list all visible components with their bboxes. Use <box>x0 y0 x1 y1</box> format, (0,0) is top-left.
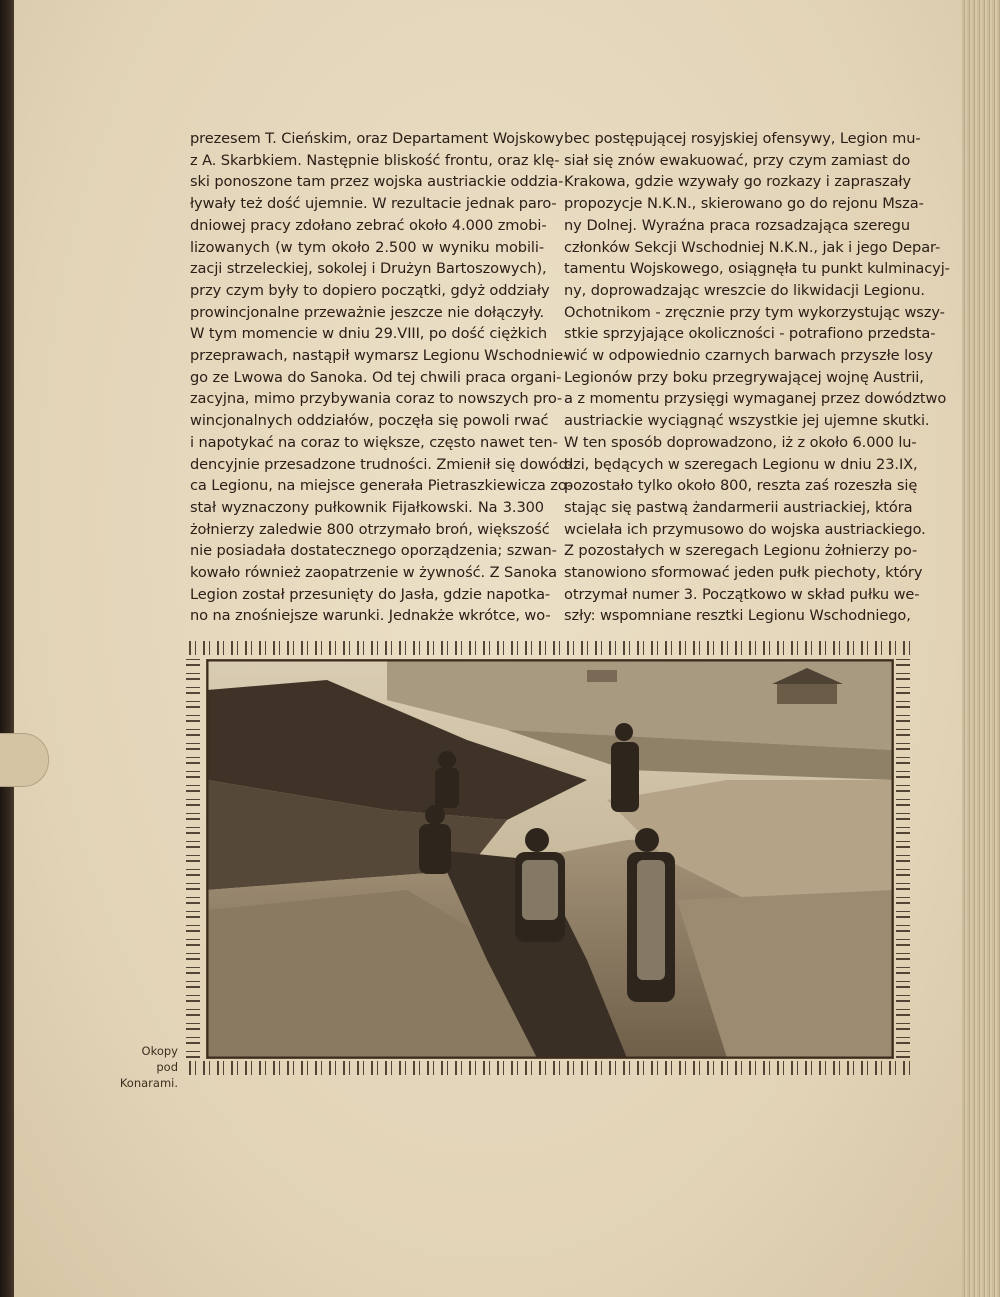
ornamental-border-bottom <box>186 1061 910 1075</box>
text-line: zacyjna, mimo przybywania coraz to nowszych pro- <box>190 390 563 408</box>
ornamental-border-right <box>896 655 910 1061</box>
text-line: W ten sposób doprowadzono, iż z około 6.000 lu- <box>564 433 917 451</box>
ornamental-border-top <box>186 641 910 655</box>
text-line: Ochotnikom - zręcznie przy tym wykorzystując wszy- <box>564 303 945 321</box>
text-line: członków Sekcji Wschodniej N.K.N., jak i jego Depar- <box>564 238 941 256</box>
text-line: go ze Lwowa do Sanoka. Od tej chwili praca organi- <box>190 368 562 386</box>
text-line: dencyjnie przesadzone trudności. Zmienił się dowód- <box>190 455 573 473</box>
text-line: Legionów przy boku przegrywającej wojnę Austrii, <box>564 368 924 386</box>
text-line: austriackie wyciągnąć wszystkie jej ujemne skutki. <box>564 412 930 430</box>
text-line: Z pozostałych w szeregach Legionu żołnierzy po- <box>564 542 918 560</box>
text-line: stał wyznaczony pułkownik Fijałkowski. Na 3.300 <box>190 498 544 516</box>
text-line: żołnierzy zaledwie 800 otrzymało broń, większość <box>190 520 550 538</box>
text-line: dzi, będących w szeregach Legionu w dniu 23.IX, <box>564 455 918 473</box>
text-line: ływały też dość ujemnie. W rezultacie jednak paro- <box>190 195 557 213</box>
photo-caption <box>100 1043 178 1091</box>
text-line: lizowanych (w tym około 2.500 w wyniku mobili- <box>190 238 544 256</box>
text-line: prowincjonalne przeważnie jeszcze nie dołączyły. <box>190 303 544 321</box>
text-line: W tym momencie w dniu 29.VIII, po dość ciężkich <box>190 325 548 343</box>
text-column-right <box>564 128 950 627</box>
text-line: kowało również zaopatrzenie w żywność. Z Sanoka <box>190 564 557 582</box>
text-line: siał się znów ewakuować, przy czym zamiast do <box>564 151 911 169</box>
text-line: pozostało tylko około 800, reszta zaś rozeszła się <box>564 477 918 495</box>
text-line: Legion został przesunięty do Jasła, gdzie napotka- <box>190 585 551 603</box>
caption-line: Okopy <box>141 1044 178 1058</box>
thumb-tab-notch <box>0 733 49 787</box>
text-line: wić w odpowiednio czarnych barwach przyszłe losy <box>564 347 933 365</box>
text-line: propozycje N.K.N., skierowano go do rejonu Msza- <box>564 195 924 213</box>
text-line: nie posiadała dostatecznego oporządzenia; szwan- <box>190 542 557 560</box>
text-line: otrzymał numer 3. Początkowo w skład pułku we- <box>564 585 920 603</box>
text-line: Krakowa, gdzie wzywały go rozkazy i zapraszały <box>564 173 911 191</box>
text-line: ski ponoszone tam przez wojska austriackie oddzia- <box>190 173 564 191</box>
text-line: z A. Skarbkiem. Następnie bliskość frontu, oraz klę- <box>190 151 560 169</box>
text-line: stkie sprzyjające okoliczności - potrafiono przedsta- <box>564 325 936 343</box>
text-line: prezesem T. Cieńskim, oraz Departament Wojskowy <box>190 130 564 147</box>
text-line: ny Dolnej. Wyraźna praca rozsadzająca szeregu <box>564 216 910 234</box>
text-line: dniowej pracy zdołano zebrać około 4.000 zmobi- <box>190 216 547 234</box>
trench-photo-illustration <box>207 660 893 1058</box>
trench-photograph <box>206 659 894 1059</box>
text-line: i napotykać na coraz to większe, często nawet ten- <box>190 433 558 451</box>
ornamental-border-left <box>186 655 200 1061</box>
text-line: no na znośniejsze warunki. Jednakże wkrótce, wo- <box>190 607 551 625</box>
text-line: przy czym były to dopiero początki, gdyż oddziały <box>190 281 550 299</box>
caption-line: pod Konarami. <box>119 1060 178 1090</box>
text-line: wincjonalnych oddziałów, poczęła się powoli rwać <box>190 412 549 430</box>
text-line: zacji strzeleckiej, sokolej i Drużyn Bartoszowych), <box>190 260 547 278</box>
page-stack-edge <box>962 0 1000 1297</box>
text-line: stanowiono sformować jeden pułk piechoty, który <box>564 564 923 582</box>
photo-plate <box>186 641 910 1075</box>
text-line: tamentu Wojskowego, osiągnęła tu punkt kulminacyj- <box>564 260 950 278</box>
text-line: ca Legionu, na miejsce generała Pietraszkiewicza zo- <box>190 477 573 495</box>
text-line: ny, doprowadzając wreszcie do likwidacji Legionu. <box>564 281 925 299</box>
text-line: przeprawach, nastąpił wymarsz Legionu Wschodnie- <box>190 347 569 365</box>
text-line: a z momentu przysięgi wymaganej przez dowództwo <box>564 390 947 408</box>
text-line: szły: wspomniane resztki Legionu Wschodniego, <box>564 607 911 625</box>
text-column-left <box>190 128 573 627</box>
text-line: wcielała ich przymusowo do wojska austriackiego. <box>564 520 926 538</box>
text-line: bec postępującej rosyjskiej ofensywy, Legion mu- <box>564 130 921 147</box>
text-line: stając się pastwą żandarmerii austriackiej, która <box>564 498 913 516</box>
